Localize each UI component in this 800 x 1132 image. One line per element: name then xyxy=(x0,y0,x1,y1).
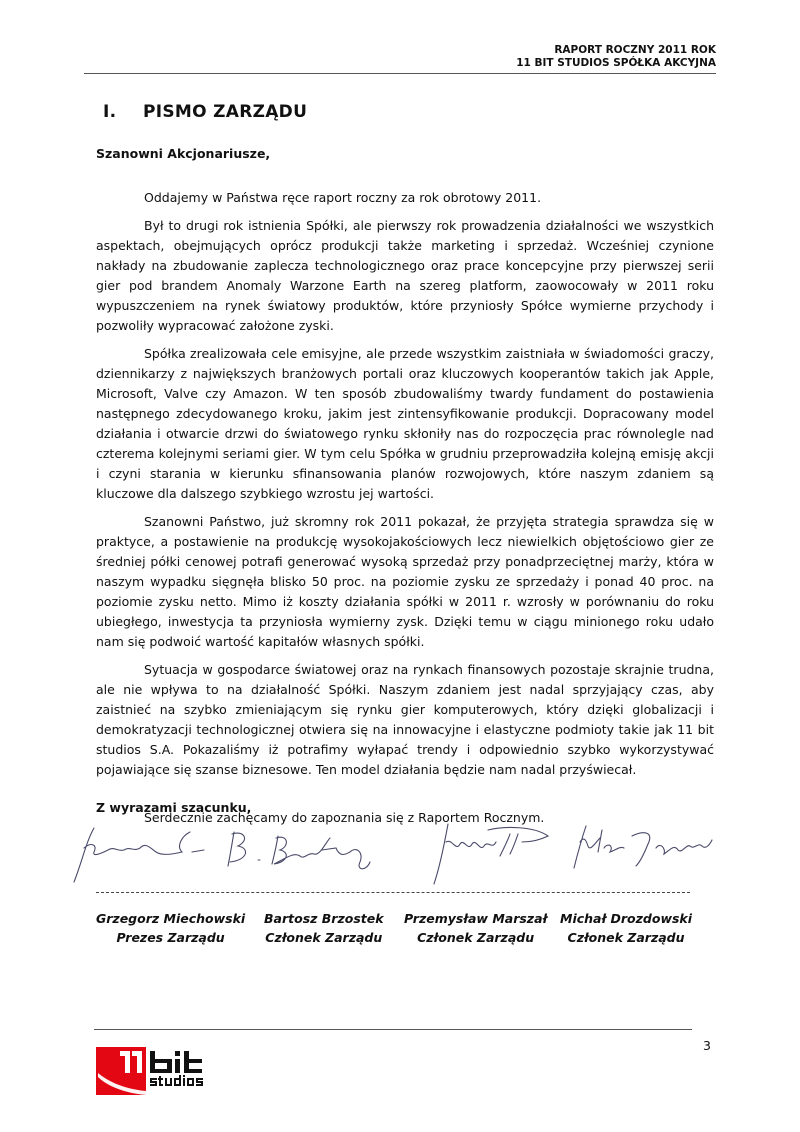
letter-body xyxy=(96,188,714,836)
header-company-name: 11 BIT STUDIOS SPÓŁKA AKCYJNA xyxy=(516,56,716,69)
section-heading: PISMO ZARZĄDU xyxy=(143,102,308,122)
signatory-role: Członek Zarządu xyxy=(265,930,383,945)
section-number: I. xyxy=(103,102,117,122)
signatory xyxy=(404,909,547,947)
signatory xyxy=(264,909,384,947)
paragraph: Szanowni Państwo, już skromny rok 2011 pokazał, że przyjęta strategia sprawdza się w praktyce, a postawienie na produkcję wysokojakościowych lecz niewielkich objętościowo gier ze średniej półki cenowej potrafi generować wysoką sprzedaż przy ponadprzeciętnej marży, która w naszym wypadku sięgnęła blisko 50 proc. na poziomie zysku ze sprzedaży i ponad 40 proc. na poziomie zysku netto. Mimo iż koszty działania spółki w 2011 r. wzrosły w porównaniu do roku ubiegłego, inwestycja ta przyniosła wymierny zysk. Dzięki temu w ciągu minionego roku udało nam się podwoić wartość kapitałów własnych spółki. xyxy=(96,514,714,649)
header-divider xyxy=(84,73,716,74)
11bit-studios-logo xyxy=(96,1047,226,1095)
running-header xyxy=(516,44,716,69)
paragraph: Był to drugi rok istnienia Spółki, ale pierwszy rok prowadzenia działalności we wszystkich aspektach, obejmujących oprócz produkcji także marketing i sprzedaż. Wcześniej czynione nakłady na zbudowanie zaplecza technologicznego oraz prace koncepcyjne przy pierwszej serii gier pod brandem Anomaly Warzone Earth na szereg platform, zaowocowały w 2011 roku wypuszczeniem na rynek światowy produktów, które przyniosły Spółce wymierne przychody i pozwoliły wypracować założone zyski. xyxy=(96,218,714,333)
page-number: 3 xyxy=(703,1038,711,1053)
signatory-name: Przemysław Marszał xyxy=(404,911,548,926)
signatory-role: Członek Zarządu xyxy=(567,930,685,945)
signatory-role: Prezes Zarządu xyxy=(116,930,225,945)
signatory xyxy=(560,909,692,947)
signature-drozdowski xyxy=(574,826,712,868)
signature-marszal xyxy=(434,824,548,884)
signature-brzostek xyxy=(228,832,370,869)
header-report-title: RAPORT ROCZNY 2011 ROK xyxy=(554,44,716,56)
signatory xyxy=(96,909,245,947)
signatory-role: Członek Zarządu xyxy=(417,930,535,945)
signatory-name: Grzegorz Miechowski xyxy=(96,911,246,926)
closing-phrase: Z wyrazami szacunku, xyxy=(96,800,252,815)
logo-bit xyxy=(150,1051,202,1073)
footer-divider xyxy=(94,1029,692,1030)
paragraph: Sytuacja w gospodarce światowej oraz na rynkach finansowych pozostaje skrajnie trudna, ale nie wpływa to na działalność Spółki. Naszym zdaniem jest nadal sprzyjający czas, aby zaistnieć na szybko zmieniającym się rynku gier komputerowych, który dzięki globalizacji i demokratyzacji technologicznej otwiera się na innowacyjne i elastyczne podmioty takie jak 11 bit studios S.A. Pokazaliśmy iż potrafimy wyłapać trendy i odpowiednio szybko wykorzystywać pojawiające się szanse biznesowe. Ten model działania będzie nam nadal przyświecał. xyxy=(96,662,714,777)
paragraph: Spółka zrealizowała cele emisyjne, ale przede wszystkim zaistniała w świadomości graczy, dziennikarzy z największych branżowych portali oraz kluczowych kooperantów takich jak Apple, Microsoft, Valve czy Amazon. W ten sposób zbudowaliśmy twardy fundament do postawienia następnego zdecydowanego kroku, jakim jest zintensyfikowanie produkcji. Dopracowany model działania i otwarcie drzwi do światowego rynku skłoniły nas do rozpoczęcia prac równolegle nad czterema kolejnymi seriami gier. W tym celu Spółka w grudniu przeprowadziła kolejną emisję akcji i czyni starania w kierunku sfinansowania planów rozwojowych, które naszym zdaniem są kluczowe dla dalszego szybkiego wzrostu jej wartości. xyxy=(96,346,714,501)
logo-studios xyxy=(150,1075,203,1086)
handwritten-signatures xyxy=(64,822,724,888)
signatory-name: Michał Drozdowski xyxy=(560,911,693,926)
salutation: Szanowni Akcjonariusze, xyxy=(96,146,271,161)
signature-miechowski xyxy=(74,828,204,882)
signature-line xyxy=(96,892,690,893)
signatory-name: Bartosz Brzostek xyxy=(264,911,384,926)
section-title xyxy=(103,102,307,122)
paragraph: Oddajemy w Państwa ręce raport roczny za rok obrotowy 2011. xyxy=(144,190,542,205)
paragraph: Serdecznie zachęcamy do zapoznania się z Raportem Rocznym. xyxy=(144,810,545,825)
